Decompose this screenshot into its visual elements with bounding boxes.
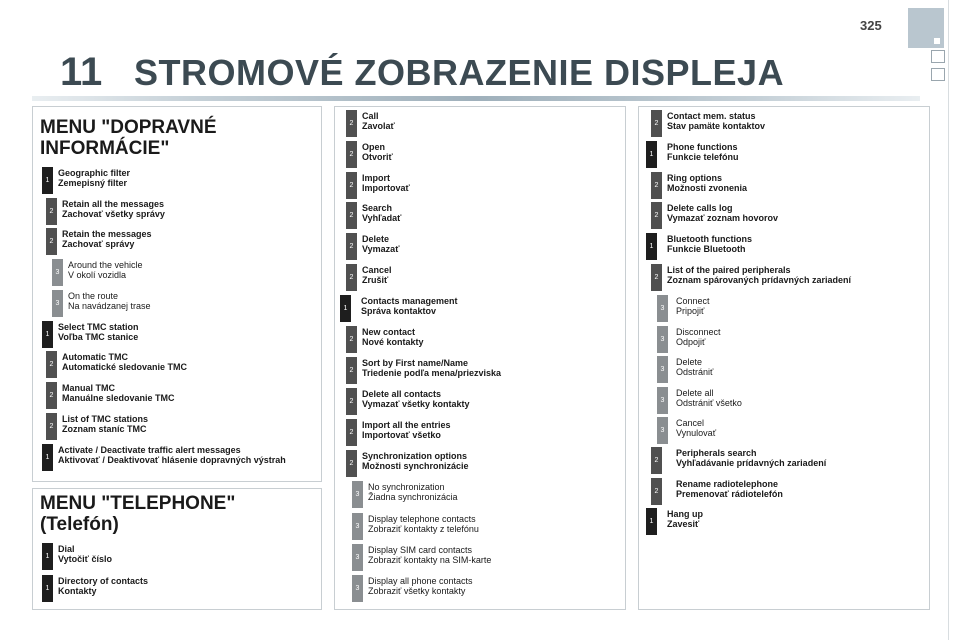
level-3-marker: 3 — [352, 544, 363, 571]
level-3-marker: 3 — [657, 387, 668, 414]
chapter-number: 11 — [60, 50, 103, 94]
level-2-marker: 2 — [346, 357, 357, 384]
level-2-marker: 2 — [46, 198, 57, 225]
level-2-marker: 2 — [346, 172, 357, 199]
level-2-marker: 2 — [46, 413, 57, 440]
level-3-marker: 3 — [657, 417, 668, 444]
level-2-marker: 2 — [46, 228, 57, 255]
level-2-marker: 2 — [346, 326, 357, 353]
telephone-menu-title: MENU "TELEPHONE" (Telefón) — [40, 493, 236, 535]
level-1-marker: 1 — [646, 508, 657, 535]
level-2-marker: 2 — [346, 202, 357, 229]
level-2-marker: 2 — [651, 110, 662, 137]
level-1-marker: 1 — [42, 543, 53, 570]
level-1-marker: 1 — [340, 295, 351, 322]
side-marker-box — [931, 50, 945, 63]
level-2-marker: 2 — [651, 264, 662, 291]
level-2-marker: 2 — [346, 264, 357, 291]
level-2-marker: 2 — [346, 233, 357, 260]
level-3-marker: 3 — [352, 481, 363, 508]
side-marker-box — [931, 68, 945, 81]
level-2-marker: 2 — [651, 172, 662, 199]
level-2-marker: 2 — [46, 382, 57, 409]
level-2-marker: 2 — [346, 388, 357, 415]
level-3-marker: 3 — [657, 326, 668, 353]
chapter-title: STROMOVÉ ZOBRAZENIE DISPLEJA — [134, 52, 785, 93]
level-2-marker: 2 — [651, 447, 662, 474]
level-3-marker: 3 — [657, 295, 668, 322]
level-2-marker: 2 — [346, 110, 357, 137]
page-edge-rule — [948, 0, 949, 640]
level-2-marker: 2 — [346, 141, 357, 168]
level-2-marker: 2 — [346, 419, 357, 446]
level-1-marker: 1 — [42, 444, 53, 471]
level-2-marker: 2 — [651, 478, 662, 505]
level-3-marker: 3 — [52, 290, 63, 317]
level-2-marker: 2 — [46, 351, 57, 378]
level-3-marker: 3 — [352, 575, 363, 602]
level-1-marker: 1 — [42, 575, 53, 602]
level-1-marker: 1 — [42, 321, 53, 348]
level-1-marker: 1 — [646, 141, 657, 168]
title-divider — [32, 96, 920, 101]
level-3-marker: 3 — [657, 356, 668, 383]
level-3-marker: 3 — [352, 513, 363, 540]
level-2-marker: 2 — [346, 450, 357, 477]
page-number: 325 — [860, 18, 882, 33]
level-1-marker: 1 — [646, 233, 657, 260]
level-2-marker: 2 — [651, 202, 662, 229]
chapter-corner-tab — [908, 8, 944, 48]
level-3-marker: 3 — [52, 259, 63, 286]
level-1-marker: 1 — [42, 167, 53, 194]
traffic-menu-title: MENU "DOPRAVNÉ INFORMÁCIE" — [40, 117, 217, 159]
